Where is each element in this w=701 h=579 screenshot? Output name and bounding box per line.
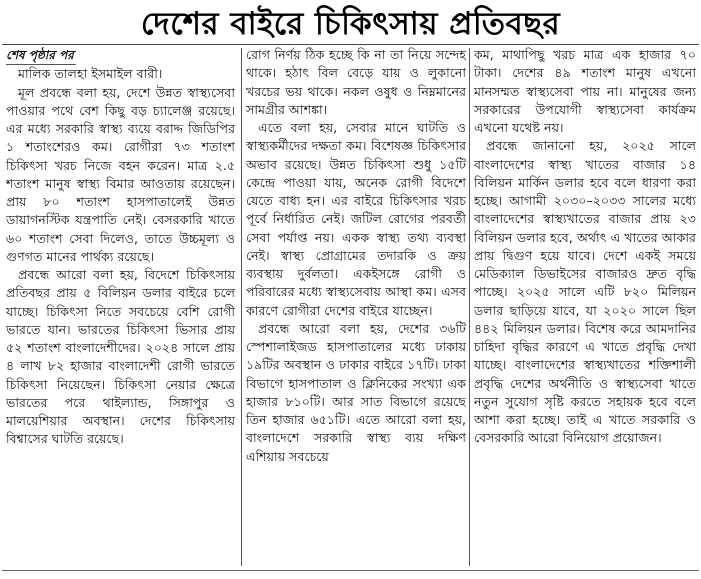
paragraph: কম, মাথাপিছু খরচ মাত্র এক হাজার ৭০ টাকা। দেশের ৪৯ শতাংশ মানুষ এখনো মানসম্মত স্বাস্থ্যসেবা পায় না। মানুষের জন্য সরকারের উপযোগী স্বাস্থ্যসেবা কার্যক্রম এখনো যথেষ্ট নয়। bbox=[474, 47, 696, 135]
paragraph: প্রবন্ধে আরো বলা হয়, বিদেশে চিকিৎসায় প্রতিবছর প্রায় ৫ বিলিয়ন ডলার বাইরে চলে যাচ্ছে। চিকিৎসা নিতে সবচেয়ে বেশি রোগী ভারতে যান। ভারতের চিকিৎসা ভিসার প্রায় ৫২ শতাংশ বাংলাদেশীদের। ২০২৪ সালে প্রায় ৪ লাখ ৮২ হাজার বাংলাদেশী রোগী ভারতে চিকিৎসা নিয়েছেন। চিকিৎসা নেয়ার ক্ষেত্রে ভারতের পরে থাইল্যান্ড, সিঙ্গাপুর ও মালয়েশিয়ার অবস্থান। দেশের চিকিৎসায় বিশ্বাসের ঘাটতি রয়েছে। bbox=[6, 267, 235, 447]
article-column-2 bbox=[246, 46, 466, 566]
page-bottom-rule bbox=[2, 570, 699, 571]
column-divider-1 bbox=[241, 48, 242, 566]
continued-from-label: শেষ পৃষ্ঠার পর bbox=[6, 46, 76, 65]
article-column-3 bbox=[474, 46, 696, 566]
article-column-1 bbox=[6, 46, 235, 566]
paragraph: এতে বলা হয়, সেবার মানে ঘাটতি ও স্বাস্থ্যকর্মীদের দক্ষতা কম। বিশেষজ্ঞ চিকিৎসার অভাব রয়েছে। উন্নত চিকিৎসা শুধু ১৫টি কেন্দ্রে পাওয়া যায়, অনেক রোগী বিদেশে যেতে বাধ্য হন। এর বাইরে চিকিৎসার খরচ পূর্বে নির্ধারিত নেই। জটিল রোগের পরবর্তী সেবা পর্যাপ্ত নয়। একক স্বাস্থ্য তথ্য ব্যবস্থা নেই। স্বাস্থ্য প্রোগ্রামের তদারকি ও ক্রয় ব্যবস্থায় দুর্বলতা। একইসঙ্গে রোগী ও পরিবারের মধ্যে স্বাস্থ্যসেবায় আস্থা কম। এসব কারণে রোগীরা দেশের বাইরে যাচ্ছেন। bbox=[246, 120, 466, 318]
paragraph: রোগ নির্ণয় ঠিক হচ্ছে কি না তা নিয়ে সন্দেহ থাকে। হঠাৎ বিল বেড়ে যায় ও লুকানো খরচের ভয় থাকে। নকল ওষুধ ও নিম্নমানের সামগ্রীর আশঙ্কা। bbox=[246, 47, 466, 117]
headline: দেশের বাইরে চিকিৎসায় প্রতিবছর bbox=[140, 6, 561, 42]
paragraph: প্রবন্ধে জানানো হয়, ২০২৫ সালে বাংলাদেশের স্বাস্থ্য খাতের বাজার ১৪ বিলিয়ন মার্কিন ডলার হবে বলে ধারণা করা হচ্ছে। আগামী ২০৩০–২০৩৩ সালের মধ্যে বাংলাদেশের স্বাস্থ্যখাতের বাজার প্রায় ২৩ বিলিয়ন ডলার হবে, অর্থাৎ এ খাতের আকার প্রায় দ্বিগুণ হয়ে যাবে। দেশে একই সময়ে মেডিক্যাল ডিভাইসের বাজারও দ্রুত বৃদ্ধি পাচ্ছে। ২০২৫ সালে এটি ৮২০ মিলিয়ন ডলার ছাড়িয়ে যাবে, যা ২০২০ সালে ছিল ৪৪২ মিলিয়ন ডলার। বিশেষ করে আমদানির চাহিদা বৃদ্ধির কারণে এ খাতে প্রবৃদ্ধি দেখা যাচ্ছে। বাংলাদেশের স্বাস্থ্যখাতের শক্তিশালী প্রবৃদ্ধি দেশের অর্থনীতি ও স্বাস্থ্যসেবা খাতে নতুন সুযোগ সৃষ্টি করতে সহায়ক হবে বলে আশা করা হচ্ছে। তাই এ খাতে সরকারি ও বেসরকারি আরো বিনিয়োগ প্রয়োজন। bbox=[474, 138, 696, 446]
column-divider-2 bbox=[469, 48, 470, 566]
author-byline: মালিক তালহা ইসমাইল বারী। bbox=[18, 66, 163, 82]
paragraph: প্রবন্ধে আরো বলা হয়, দেশের ৩৬টি স্পেশালাইজড হাসপাতালের মধ্যে ঢাকায় ১৯টির অবস্থান ও ঢাকার বাইরে ১৭টি। ঢাকা বিভাগে হাসপাতাল ও ক্লিনিকের সংখ্যা এক হাজার ৮১০টি। আর সাত বিভাগে রয়েছে তিন হাজার ৬৫১টি। এতে আরো বলা হয়, বাংলাদেশে সরকারি স্বাস্থ্য ব্যয় দক্ষিণ এশিয়ায় সবচেয়ে bbox=[246, 320, 466, 464]
paragraph: মূল প্রবন্ধে বলা হয়, দেশে উন্নত স্বাস্থ্যসেবা পাওয়ার পথে বেশ কিছু বড় চ্যালেঞ্জ রয়েছে। এর মধ্যে সরকারি স্বাস্থ্য ব্যয়ে বরাদ্দ জিডিপির ১ শতাংশেরও কম। রোগীরা ৭৩ শতাংশ চিকিৎসা খরচ নিজে বহন করেন। মাত্র ২.৫ শতাংশ মানুষ স্বাস্থ্য বিমার আওতায় রয়েছেন। প্রায় ৮০ শতাংশ হাসপাতালেই উন্নত ডায়াগনস্টিক যন্ত্রপাতি নেই। বেসরকারি খাতে ৬০ শতাংশ সেবা দিলেও, তাতে উচ্চমূল্য ও গুণগত মানের পার্থক্য রয়েছে। bbox=[6, 84, 235, 264]
headline-divider bbox=[2, 44, 699, 45]
